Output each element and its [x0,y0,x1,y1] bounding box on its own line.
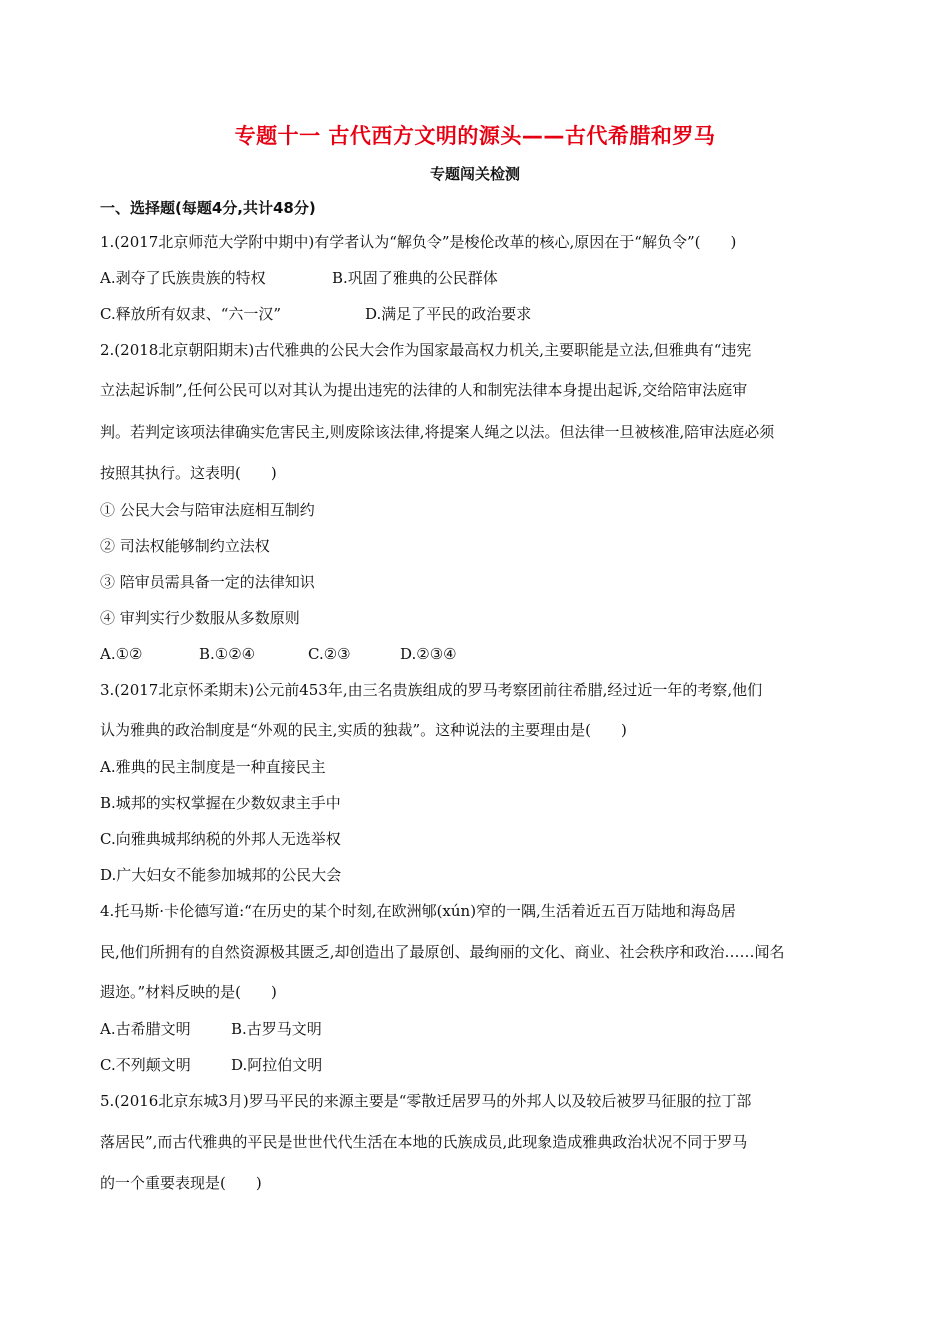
question-2-statement-2: ② 司法权能够制约立法权 [100,537,270,555]
question-2-line-1: 2.(2018北京朝阳期末)古代雅典的公民大会作为国家最高权力机关,主要职能是立法,但雅典有“违宪 [100,341,752,359]
option-c: C.释放所有奴隶、“六一汉” [100,305,282,323]
question-3-line-2: 认为雅典的政治制度是“外观的民主,实质的独裁”。这种说法的主要理由是( ) [100,721,627,739]
question-3-option-c: C.向雅典城邦纳税的外邦人无选举权 [100,830,341,848]
question-5-line-3: 的一个重要表现是( ) [100,1174,262,1192]
question-4-options-row2 [100,1055,323,1075]
question-1-stem: 1.(2017北京师范大学附中期中)有学者认为“解负令”是梭伦改革的核心,原因在于“解负令”( ) [100,233,737,251]
option-c: C.不列颠文明 [100,1056,191,1074]
option-d: D.满足了平民的政治要求 [365,305,532,323]
option-c: C.②③ [308,645,351,663]
question-2-statement-1: ① 公民大会与陪审法庭相互制约 [100,501,315,519]
question-3-option-a: A.雅典的民主制度是一种直接民主 [100,758,326,776]
question-2-line-4: 按照其执行。这表明( ) [100,464,277,482]
question-2-line-2: 立法起诉制”,任何公民可以对其认为提出违宪的法律的人和制宪法律本身提出起诉,交给陪审法庭审 [100,381,748,399]
question-3-option-b: B.城邦的实权掌握在少数奴隶主手中 [100,794,341,812]
option-d: D.②③④ [400,645,457,663]
question-4-line-2: 民,他们所拥有的自然资源极其匮乏,却创造出了最原创、最绚丽的文化、商业、社会秩序和政治……闻名 [100,943,785,961]
option-b: B.古罗马文明 [231,1020,322,1038]
section-heading: 一、选择题(每题4分,共计48分) [100,199,316,217]
question-2-line-3: 判。若判定该项法律确实危害民主,则废除该法律,将提案人绳之以法。但法律一旦被核准,陪审法庭必须 [100,423,775,441]
option-a: A.剥夺了氏族贵族的特权 [100,269,266,287]
document-title: 专题十一 古代西方文明的源头——古代希腊和罗马 [234,124,716,148]
question-1-options-row1 [100,268,498,288]
option-d: D.阿拉伯文明 [231,1056,323,1074]
question-3-line-1: 3.(2017北京怀柔期末)公元前453年,由三名贵族组成的罗马考察团前往希腊,经过近一年的考察,他们 [100,681,763,699]
question-5-line-2: 落居民”,而古代雅典的平民是世世代代生活在本地的氏族成员,此现象造成雅典政治状况不同于罗马 [100,1133,748,1151]
document-subtitle: 专题闯关检测 [429,165,520,183]
question-4-line-3: 遐迩。”材料反映的是( ) [100,983,277,1001]
question-5-line-1: 5.(2016北京东城3月)罗马平民的来源主要是“零散迁居罗马的外邦人以及较后被罗马征服的拉丁部 [100,1092,752,1110]
question-2-options [100,644,457,664]
option-a: A.①② [100,645,143,663]
option-b: B.巩固了雅典的公民群体 [332,269,498,287]
question-2-statement-3: ③ 陪审员需具备一定的法律知识 [100,573,315,591]
question-1-options-row2 [100,304,532,324]
option-b: B.①②④ [199,645,256,663]
question-3-option-d: D.广大妇女不能参加城邦的公民大会 [100,866,342,884]
question-4-line-1: 4.托马斯·卡伦德写道:“在历史的某个时刻,在欧洲郇(xún)窄的一隅,生活着近五百万陆地和海岛居 [100,902,736,920]
question-2-statement-4: ④ 审判实行少数服从多数原则 [100,609,300,627]
question-4-options-row1 [100,1019,322,1039]
option-a: A.古希腊文明 [100,1020,191,1038]
